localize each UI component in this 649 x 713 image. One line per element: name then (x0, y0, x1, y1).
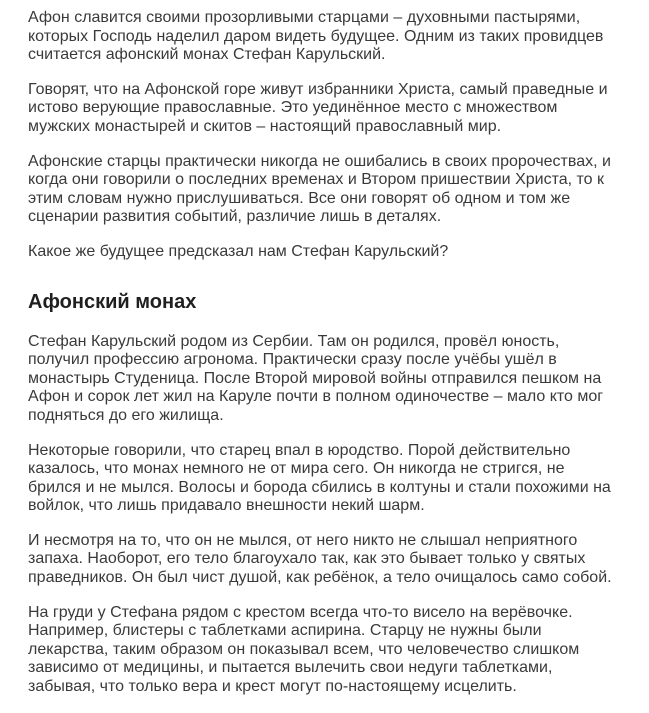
text-line: лекарства, таким образом он показывал всем, что человечество слишком (28, 640, 580, 658)
text-line: забывая, что только вера и крест могут по-настоящему исцелить. (28, 678, 517, 696)
text-line: считается афонский монах Стефан Карульский. (28, 46, 386, 64)
paragraph (28, 243, 628, 262)
article-body (28, 9, 628, 713)
text-line: подняться до его жилища. (28, 406, 224, 424)
text-line: истово верующие православные. Это уединённое место с множеством (28, 99, 558, 117)
text-line: запаха. Наоборот, его тело благоухало так, как это бывает только у святых (28, 550, 586, 568)
paragraph (28, 604, 628, 697)
intro-section (28, 9, 628, 262)
paragraph (28, 333, 628, 426)
text-line: И несмотря на то, что он не мылся, от него никто не слышал неприятного (28, 531, 578, 549)
text-line: Некоторые говорили, что старец впал в юродство. Порой действительно (28, 441, 571, 459)
text-line: брился и не мылся. Волосы и борода сбились в колтуны и стали похожими на (28, 478, 611, 496)
text-line: Например, блистеры с таблетками аспирина. Старцу не нужны были (28, 622, 542, 640)
text-line: которых Господь наделил даром видеть будущее. Одним из таких провидцев (28, 27, 604, 45)
text-line: Афон славится своими прозорливыми старцами – духовными пастырями, (28, 9, 581, 26)
text-line: этим словам нужно прислушиваться. Все они говорят об одном и том же (28, 189, 571, 207)
section-heading: Афонский монах (28, 290, 197, 313)
text-line: мужских монастырей и скитов – настоящий православный мир. (28, 117, 502, 135)
text-line: Афон и сорок лет жил на Каруле почти в полном одиночестве – мало кто мог (28, 388, 604, 406)
text-line: Стефан Карульский родом из Сербии. Там он родился, провёл юность, (28, 332, 560, 350)
text-line: Говорят, что на Афонской горе живут избранники Христа, самый праведные и (28, 80, 608, 98)
monk-section (28, 333, 628, 697)
text-line: Афонские старцы практически никогда не ошибались в своих пророчествах, и (28, 152, 611, 170)
text-line: Какое же будущее предсказал нам Стефан Карульский? (28, 242, 449, 260)
text-line: сценарии развития событий, различие лишь в деталях. (28, 208, 442, 226)
text-line: На груди у Стефана рядом с крестом всегда что-то висело на верёвочке. (28, 603, 573, 621)
text-line: праведников. Он был чист душой, как ребёнок, а тело очищалось само собой. (28, 569, 612, 587)
paragraph (28, 442, 628, 516)
text-line: зависимо от медицины, и пытается вылечить свои недуги таблетками, (28, 659, 553, 677)
paragraph (28, 9, 628, 65)
paragraph (28, 532, 628, 588)
paragraph (28, 153, 628, 227)
text-line: когда они говорили о последних временах и Втором пришествии Христа, то к (28, 171, 604, 189)
text-line: казалось, что монах немного не от мира сего. Он никогда не стригся, не (28, 460, 565, 478)
paragraph (28, 81, 628, 137)
text-line: монастырь Студеница. После Второй мировой войны отправился пешком на (28, 369, 602, 387)
text-line: войлок, что лишь придавало внешности некий шарм. (28, 497, 425, 515)
text-line: получил профессию агронома. Практически сразу после учёбы ушёл в (28, 351, 557, 369)
